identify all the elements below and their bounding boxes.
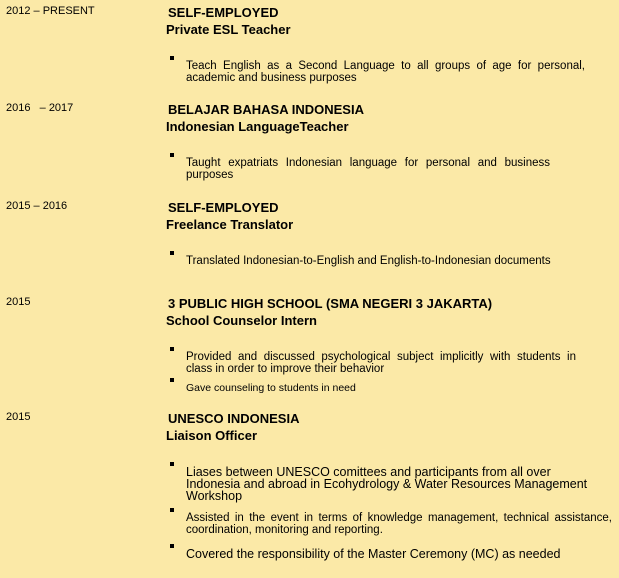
bullet-list [166, 466, 606, 502]
entry-organization: 3 PUBLIC HIGH SCHOOL (SMA NEGERI 3 JAKARTA) [168, 296, 493, 311]
entry-date: 2015 [6, 411, 31, 423]
entry-date: 2015 [6, 296, 31, 308]
entry-organization: UNESCO INDONESIA [168, 411, 300, 426]
entry-date: 2016 – 2017 [6, 102, 74, 114]
bullet-item: Covered the responsibility of the Master Ceremony (MC) as needed [166, 548, 612, 560]
bullet-list [166, 60, 585, 84]
entry-organization: SELF-EMPLOYED [168, 5, 279, 20]
bullet-list [166, 157, 550, 181]
bullet-item: Assisted in the event in terms of knowledge management, technical assistance, coordination, monitoring and reporting. [166, 512, 612, 536]
bullet-item: Liases between UNESCO comittees and participants from all over Indonesia and abroad in Ecohydrology & Water Resources Management Workshop [166, 466, 606, 502]
entry-role: Liaison Officer [166, 428, 258, 443]
entry-role: Freelance Translator [166, 217, 294, 232]
entry-date: 2015 – 2016 [6, 200, 68, 212]
entry-organization: BELAJAR BAHASA INDONESIA [168, 102, 364, 117]
bullet-item: Taught expatriats Indonesian language for personal and business purposes [166, 157, 550, 181]
bullet-list [166, 512, 612, 536]
bullet-item: Provided and discussed psychological subject implicitly with students in class in order to improve their behavior [166, 351, 576, 375]
entry-organization: SELF-EMPLOYED [168, 200, 279, 215]
bullet-list [166, 255, 576, 267]
entry-date: 2012 – PRESENT [6, 5, 95, 17]
bullet-item: Translated Indonesian-to-English and English-to-Indonesian documents [166, 255, 576, 267]
entry-role: Private ESL Teacher [166, 22, 291, 37]
bullet-item: Teach English as a Second Language to all groups of age for personal, academic and business purposes [166, 60, 585, 84]
entry-role: Indonesian LanguageTeacher [166, 119, 349, 134]
bullet-list [166, 351, 576, 375]
bullet-list [166, 382, 576, 394]
bullet-list [166, 548, 612, 560]
bullet-item: Gave counseling to students in need [166, 382, 576, 394]
entry-role: School Counselor Intern [166, 313, 317, 328]
